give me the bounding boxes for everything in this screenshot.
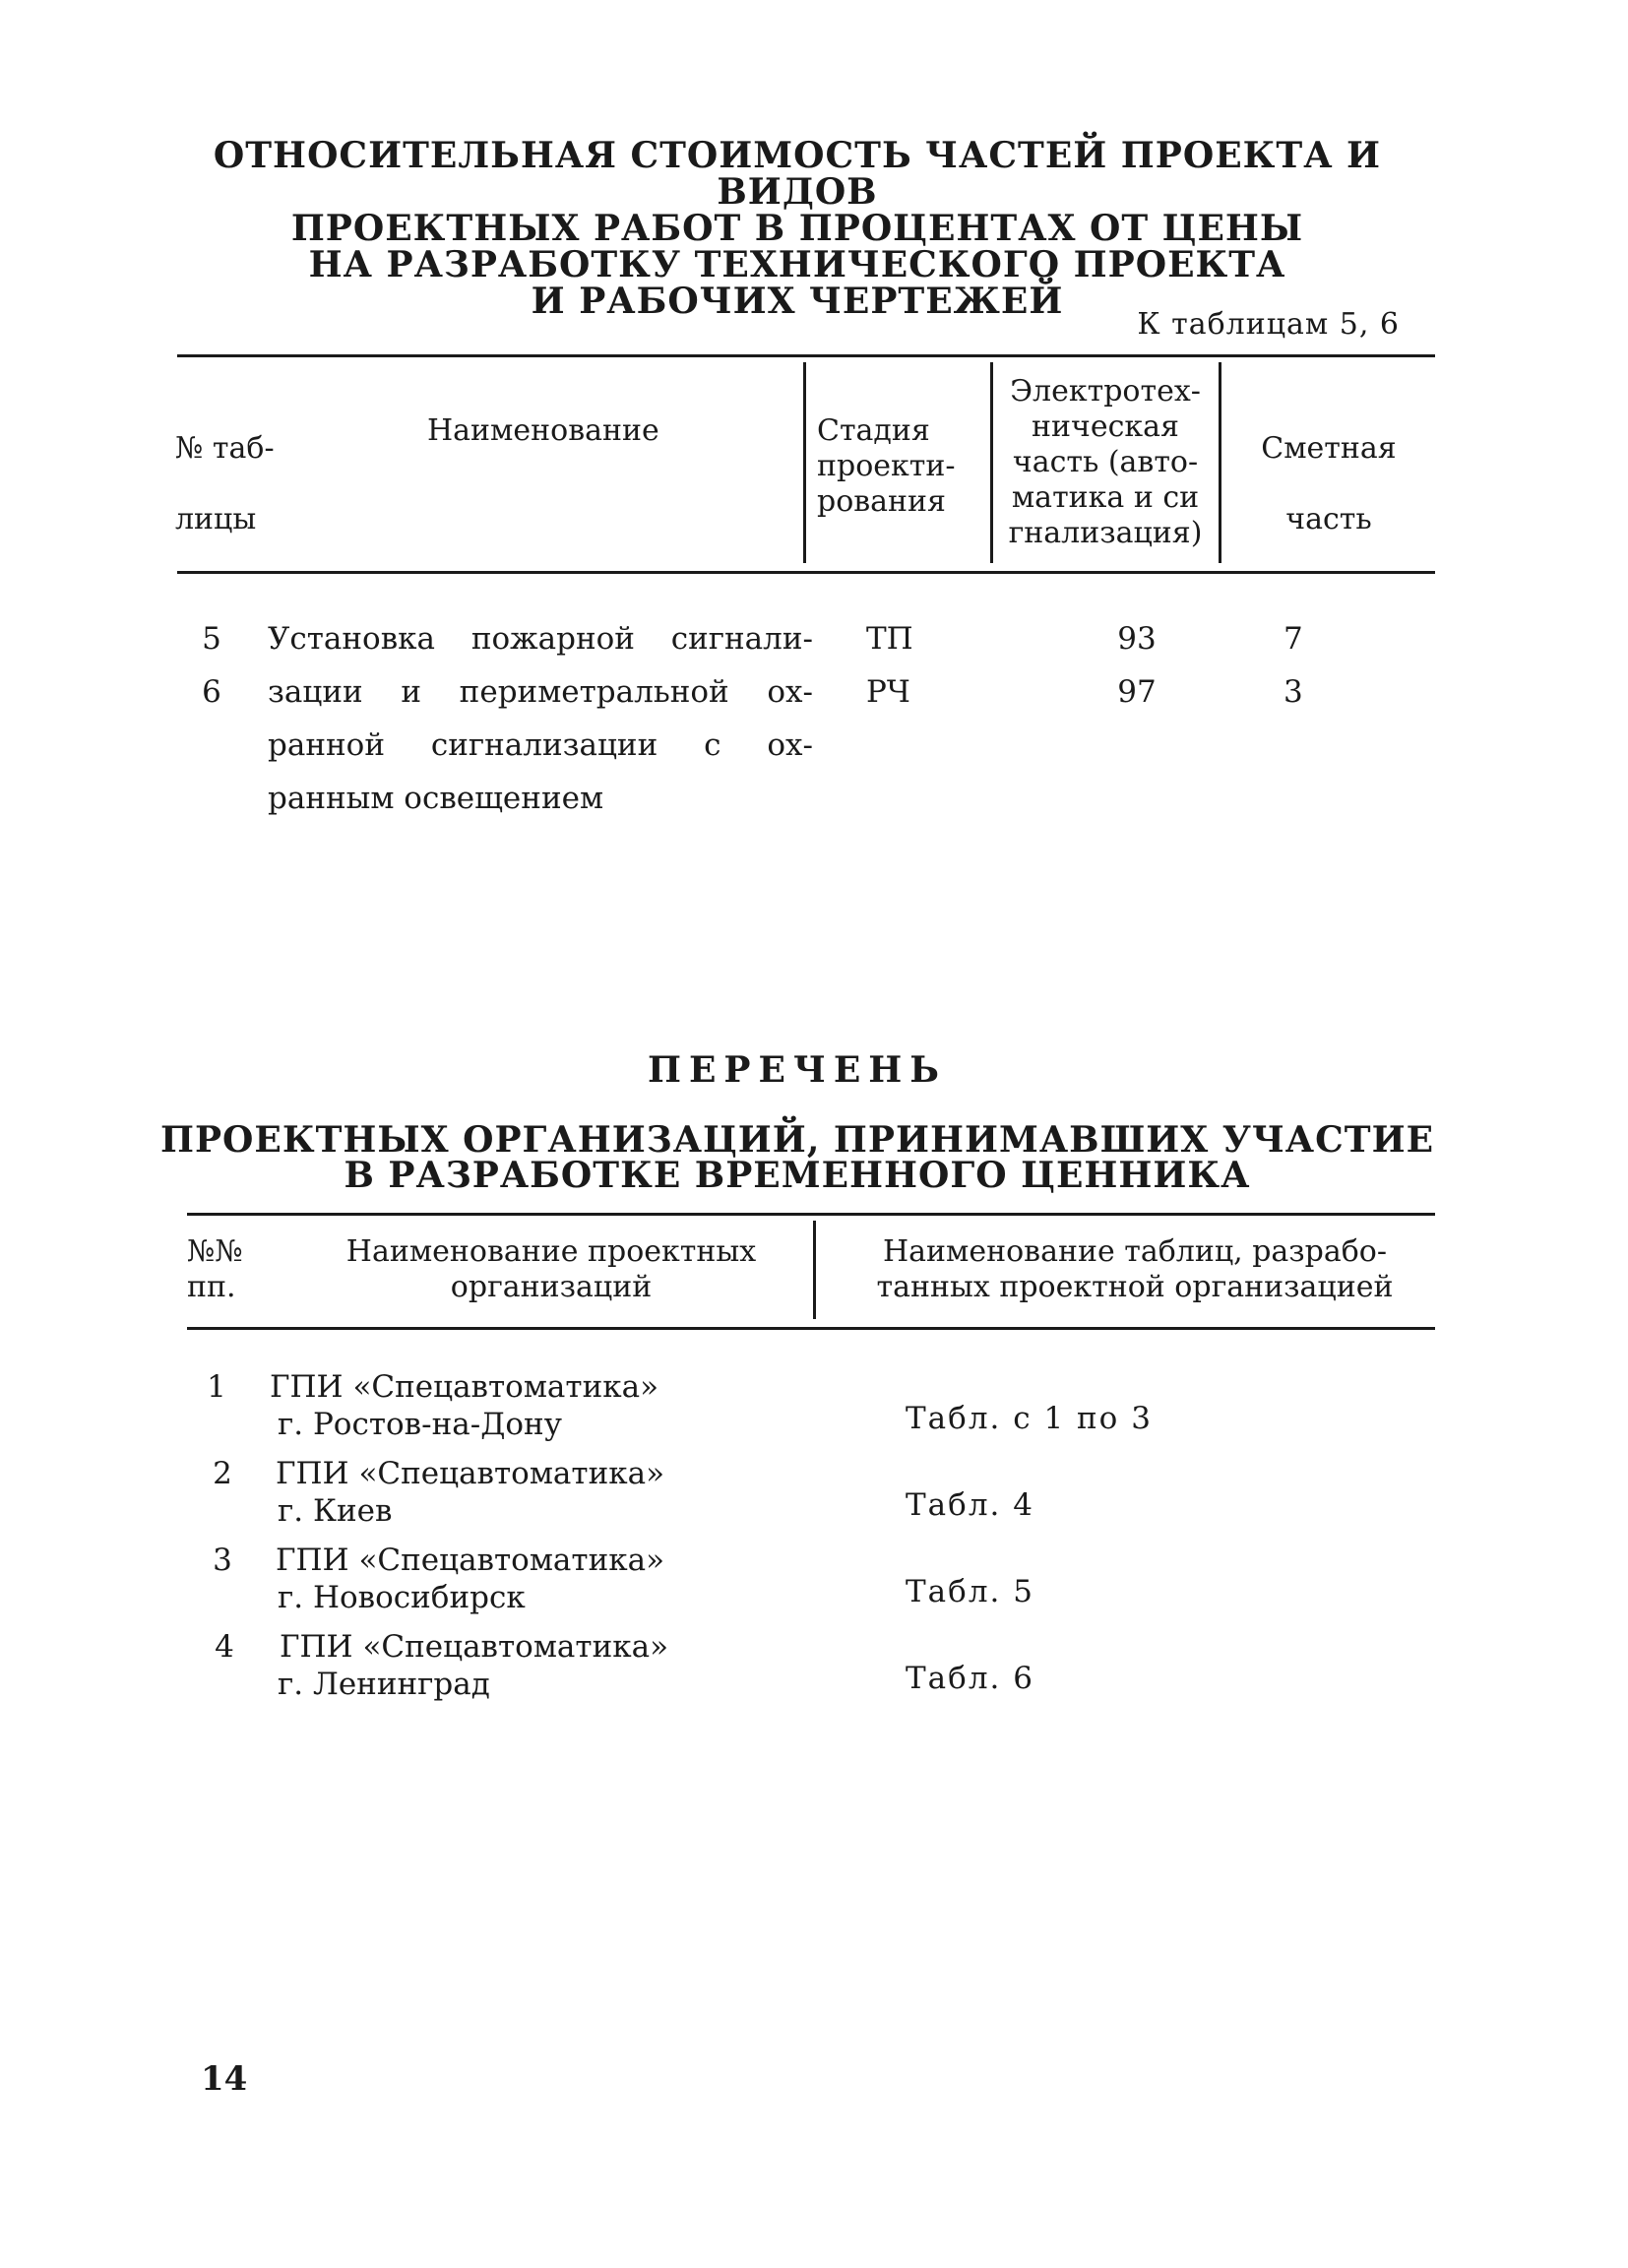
table-number: 6 bbox=[202, 674, 221, 710]
section1-title-line: ПРОЕКТНЫХ РАБОТ В ПРОЦЕНТАХ ОТ ЦЕНЫ bbox=[290, 208, 1304, 249]
section1-title-line: НА РАЗРАБОТКУ ТЕХНИЧЕСКОГО ПРОЕКТА bbox=[308, 244, 1286, 285]
electro-column bbox=[1083, 612, 1191, 719]
table2-top-rule bbox=[187, 1213, 1435, 1216]
header-line: лицы bbox=[175, 502, 257, 536]
header-line: Электротех- bbox=[1010, 374, 1201, 409]
header-line: гнализация) bbox=[1008, 516, 1203, 550]
header-org bbox=[305, 1234, 797, 1305]
row-electro: 97 bbox=[1117, 674, 1157, 710]
row-electro: 93 bbox=[1117, 621, 1157, 657]
header-line: пп. bbox=[187, 1270, 236, 1304]
row-name-line: зации и периметральной ох- bbox=[268, 674, 813, 710]
row-org: ГПИ «Спецавтоматика» bbox=[276, 1543, 665, 1578]
header-line: Наименование таблиц, разрабо- bbox=[882, 1234, 1387, 1269]
table1-col-divider bbox=[1219, 362, 1221, 563]
estimate-column bbox=[1284, 612, 1303, 719]
row-name-line: Установка пожарной сигнали- bbox=[268, 621, 813, 657]
row-city: г. Новосибирск bbox=[278, 1580, 526, 1615]
table-reference: К таблицам 5, 6 bbox=[1137, 307, 1400, 342]
row-city: г. Ленинград bbox=[278, 1667, 490, 1702]
row-tables: Табл. 4 bbox=[906, 1487, 1034, 1523]
table-numbers bbox=[187, 612, 236, 719]
row-num: 3 bbox=[213, 1543, 232, 1578]
row-tables: Табл. 5 bbox=[906, 1574, 1034, 1609]
row-stage: РЧ bbox=[866, 674, 910, 710]
row-org: ГПИ «Спецавтоматика» bbox=[270, 1369, 659, 1405]
table-row bbox=[197, 1542, 1427, 1630]
table2-header-bottom-rule bbox=[187, 1327, 1435, 1330]
row-tables: Табл. 6 bbox=[906, 1661, 1034, 1696]
row-stage: ТП bbox=[866, 621, 913, 657]
row-tables: Табл. с 1 по 3 bbox=[906, 1401, 1153, 1436]
header-line: часть (авто- bbox=[1012, 445, 1199, 479]
header-line: матика и си bbox=[1011, 480, 1200, 515]
page-number: 14 bbox=[201, 2059, 248, 2099]
row-city: г. Ростов-на-Дону bbox=[278, 1407, 562, 1442]
header-line: ническая bbox=[1032, 410, 1179, 444]
header-tables bbox=[835, 1234, 1435, 1305]
row-name-line: ранным освещением bbox=[268, 781, 604, 816]
header-electro bbox=[992, 374, 1219, 551]
header-line: танных проектной организацией bbox=[876, 1270, 1394, 1304]
section2-subtitle-line: В РАЗРАБОТКЕ ВРЕМЕННОГО ЦЕННИКА bbox=[344, 1155, 1251, 1196]
header-stage bbox=[817, 413, 956, 520]
table-row bbox=[197, 1628, 1427, 1717]
table2-col-divider bbox=[813, 1221, 816, 1319]
header-line: №№ bbox=[187, 1234, 243, 1269]
header-line: рования bbox=[817, 484, 946, 519]
section1-title-line: ОТНОСИТЕЛЬНАЯ СТОИМОСТЬ ЧАСТЕЙ ПРОЕКТА И ВИДОВ bbox=[213, 135, 1382, 213]
header-line: часть bbox=[1285, 502, 1372, 536]
header-line: Сметная bbox=[1261, 431, 1397, 466]
table1-top-rule bbox=[177, 354, 1435, 357]
row-estimate: 3 bbox=[1284, 674, 1303, 710]
row-org: ГПИ «Спецавтоматика» bbox=[276, 1456, 665, 1491]
section1-title bbox=[148, 135, 1447, 322]
header-line: Стадия bbox=[817, 413, 930, 448]
header-estimate bbox=[1230, 413, 1427, 555]
table-row bbox=[197, 1368, 1427, 1457]
row-name bbox=[268, 612, 813, 825]
table1-col-divider bbox=[803, 362, 806, 563]
header-line: проекти- bbox=[817, 449, 956, 483]
section2-heading: ПЕРЕЧЕНЬ bbox=[648, 1049, 947, 1091]
stage-column bbox=[866, 612, 913, 719]
header-line: Наименование проектных bbox=[345, 1234, 757, 1269]
section2-subtitle-line: ПРОЕКТНЫХ ОРГАНИЗАЦИЙ, ПРИНИМАВШИХ УЧАСТИЕ bbox=[159, 1119, 1435, 1161]
row-num: 2 bbox=[213, 1456, 232, 1491]
row-name-line: ранной сигнализации с ох- bbox=[268, 727, 813, 763]
row-org: ГПИ «Спецавтоматика» bbox=[280, 1629, 669, 1665]
row-num: 1 bbox=[207, 1369, 226, 1405]
header-line: № таб- bbox=[175, 431, 275, 466]
header-num bbox=[187, 1234, 243, 1305]
section2-subtitle bbox=[148, 1119, 1447, 1196]
row-city: г. Киев bbox=[278, 1493, 393, 1529]
table-number: 5 bbox=[202, 621, 221, 657]
row-num: 4 bbox=[215, 1629, 234, 1665]
header-line: организаций bbox=[450, 1270, 653, 1304]
row-estimate: 7 bbox=[1284, 621, 1303, 657]
table-row bbox=[197, 1455, 1427, 1544]
header-table-no bbox=[175, 413, 275, 555]
header-name: Наименование bbox=[427, 413, 659, 448]
table1-header-bottom-rule bbox=[177, 571, 1435, 574]
section1-title-line: И РАБОЧИХ ЧЕРТЕЖЕЙ bbox=[531, 281, 1064, 322]
